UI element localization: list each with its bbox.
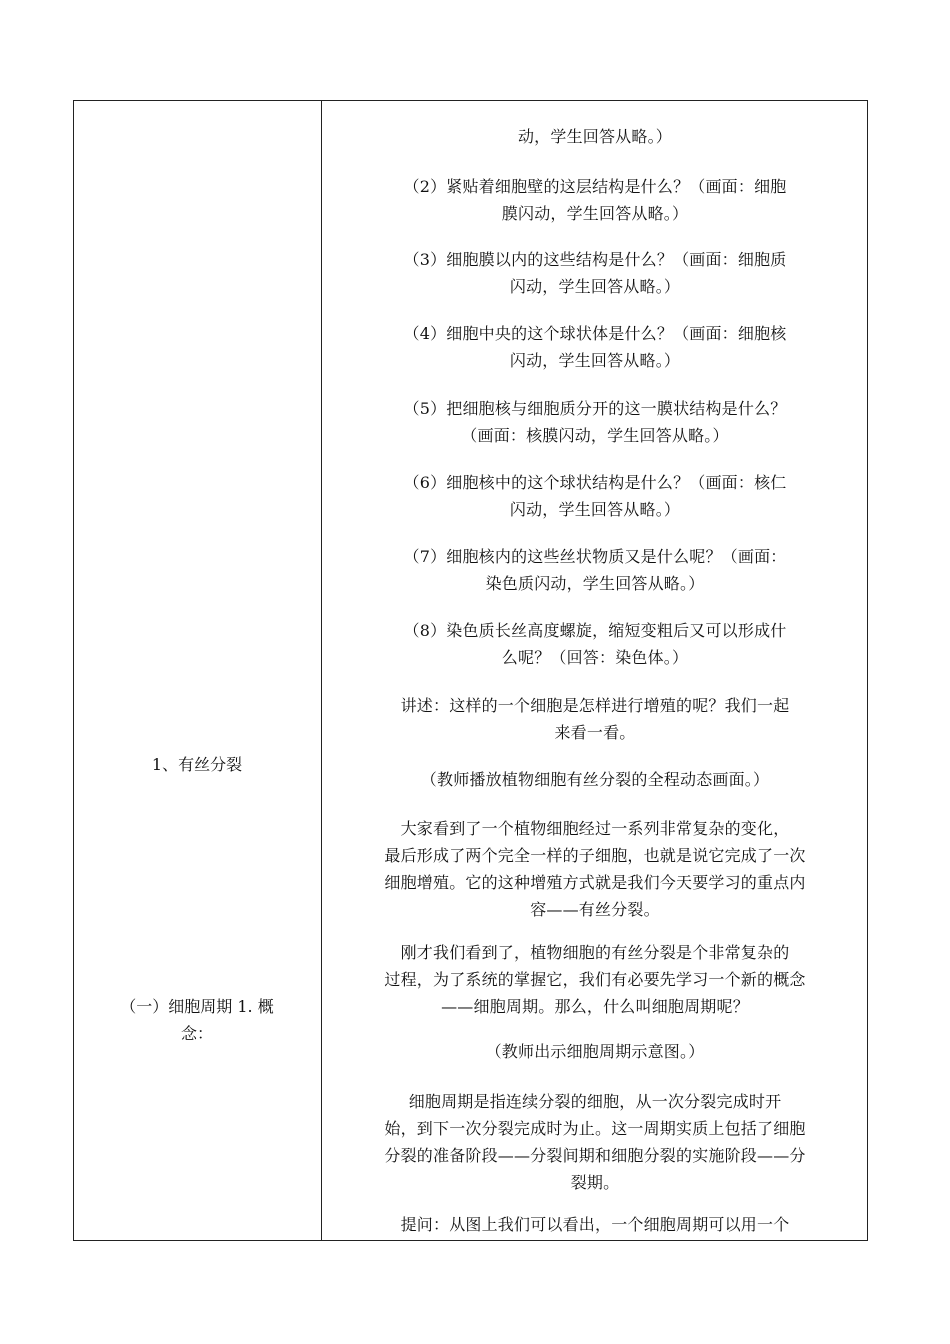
text-line: 闪动，学生回答从略。） xyxy=(509,277,681,296)
text-line: 讲述：这样的一个细胞是怎样进行增殖的呢？我们一起 xyxy=(400,696,790,715)
text-line: 膜闪动，学生回答从略。） xyxy=(501,204,689,223)
text-line: 容——有丝分裂。 xyxy=(530,900,660,919)
section-heading-cell-cycle-line2: 念： xyxy=(180,1024,213,1043)
section-heading-cell-cycle-line1: （一）细胞周期 1. 概 xyxy=(120,997,274,1016)
paragraph xyxy=(330,939,860,1020)
text-line: （6）细胞核中的这个球状结构是什么？（画面：核仁 xyxy=(403,473,787,492)
text-line: 最后形成了两个完全一样的子细胞，也就是说它完成了一次 xyxy=(384,846,806,865)
lesson-table xyxy=(73,100,868,1241)
paragraph xyxy=(330,617,860,671)
text-line: （8）染色质长丝高度螺旋，缩短变粗后又可以形成什 xyxy=(403,621,787,640)
section-heading-mitosis xyxy=(84,751,310,778)
text-line: 动，学生回答从略。） xyxy=(517,127,672,146)
text-line: （3）细胞膜以内的这些结构是什么？（画面：细胞质 xyxy=(403,250,787,269)
text-line: （4）细胞中央的这个球状体是什么？（画面：细胞核 xyxy=(403,324,787,343)
paragraph xyxy=(330,320,860,374)
text-line: 过程，为了系统的掌握它，我们有必要先学习一个新的概念 xyxy=(384,970,806,989)
text-line: ——细胞周期。那么，什么叫细胞周期呢？ xyxy=(441,997,749,1016)
text-line: （画面：核膜闪动，学生回答从略。） xyxy=(461,426,729,445)
text-line: 来看一看。 xyxy=(554,723,636,742)
paragraph xyxy=(330,543,860,597)
text-line: （教师出示细胞周期示意图。） xyxy=(485,1042,705,1061)
paragraph xyxy=(330,395,860,449)
text-line: （教师播放植物细胞有丝分裂的全程动态画面。） xyxy=(420,770,770,789)
paragraph xyxy=(330,1088,860,1196)
text-line: 始，到下一次分裂完成时为止。这一周期实质上包括了细胞 xyxy=(384,1119,806,1138)
paragraph xyxy=(330,123,860,150)
text-line: 闪动，学生回答从略。） xyxy=(509,500,681,519)
text-line: 细胞增殖。它的这种增殖方式就是我们今天要学习的重点内 xyxy=(384,873,806,892)
section-heading-mitosis-text: 1、有丝分裂 xyxy=(151,755,243,774)
text-line: 染色质闪动，学生回答从略。） xyxy=(485,574,705,593)
text-line: 么呢？（回答：染色体。） xyxy=(501,648,689,667)
paragraph xyxy=(330,246,860,300)
text-line: 裂期。 xyxy=(570,1173,620,1192)
paragraph xyxy=(330,469,860,523)
text-line: 提问：从图上我们可以看出，一个细胞周期可以用一个 xyxy=(400,1215,790,1234)
paragraph xyxy=(330,766,860,793)
text-line: 大家看到了一个植物细胞经过一系列非常复杂的变化， xyxy=(400,819,790,838)
paragraph xyxy=(330,815,860,923)
paragraph xyxy=(330,692,860,746)
text-line: 闪动，学生回答从略。） xyxy=(509,351,681,370)
text-line: 分裂的准备阶段——分裂间期和细胞分裂的实施阶段——分 xyxy=(384,1146,806,1165)
column-divider xyxy=(321,101,322,1240)
text-line: 细胞周期是指连续分裂的细胞，从一次分裂完成时开 xyxy=(408,1092,782,1111)
paragraph xyxy=(330,1038,860,1065)
paragraph xyxy=(330,173,860,227)
paragraph xyxy=(330,1211,860,1238)
text-line: （2）紧贴着细胞壁的这层结构是什么？（画面：细胞 xyxy=(403,177,787,196)
text-line: （7）细胞核内的这些丝状物质又是什么呢？（画面： xyxy=(403,547,787,566)
section-heading-cell-cycle xyxy=(84,993,310,1047)
text-line: （5）把细胞核与细胞质分开的这一膜状结构是什么？ xyxy=(403,399,787,418)
text-line: 刚才我们看到了，植物细胞的有丝分裂是个非常复杂的 xyxy=(400,943,790,962)
